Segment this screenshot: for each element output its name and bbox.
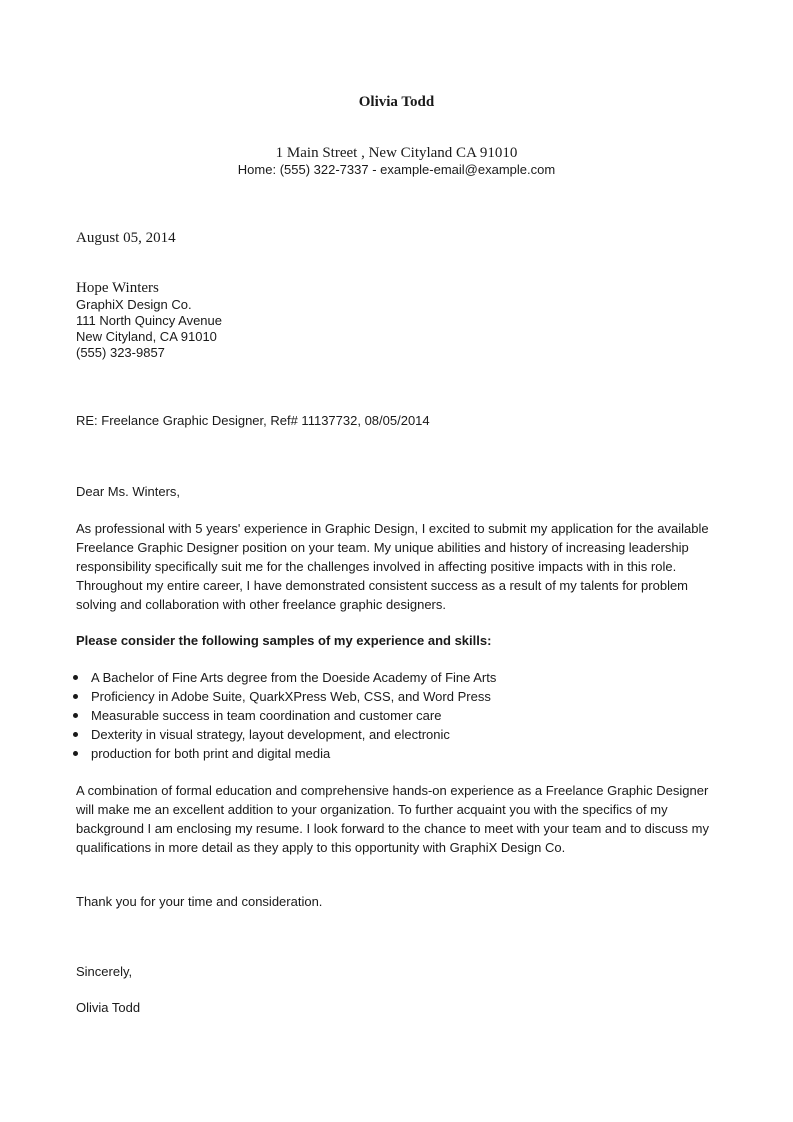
sender-name: Olivia Todd bbox=[358, 94, 435, 110]
salutation: Dear Ms. Winters, bbox=[76, 484, 181, 499]
bullet-icon bbox=[73, 713, 78, 718]
recipient-name: Hope Winters bbox=[76, 280, 159, 296]
recipient-city: New Cityland, CA 91010 bbox=[76, 329, 217, 344]
recipient-company: GraphiX Design Co. bbox=[76, 297, 192, 312]
recipient-block bbox=[76, 280, 222, 361]
signature-name: Olivia Todd bbox=[76, 1000, 141, 1015]
skills-list bbox=[76, 668, 496, 763]
closing: Sincerely, bbox=[76, 964, 133, 979]
list-item bbox=[76, 744, 496, 763]
list-item bbox=[76, 725, 496, 744]
bullet-icon bbox=[73, 694, 78, 699]
paragraph-intro: As professional with 5 years' experience in Graphic Design, I excited to submit my application for the available Freelance Graphic Designer position on your team. My unique abilities and history of increasing leadership responsibility specifically suit me for the challenges involved in affecting positive impacts with in this role. Throughout my entire career, I have demonstrated consistent success as a result of my talents for problem solving and collaboration with other freelance graphic designers. bbox=[76, 521, 709, 612]
list-item bbox=[76, 687, 496, 706]
skill-text: Dexterity in visual strategy, layout development, and electronic bbox=[91, 727, 450, 742]
recipient-phone: (555) 323-9857 bbox=[76, 345, 165, 360]
list-item bbox=[76, 706, 496, 725]
paragraph-closing: A combination of formal education and comprehensive hands-on experience as a Freelance Graphic Designer will make me an excellent addition to your organization. To further acquaint you with the specifics of my background I am enclosing my resume. I look forward to the chance to meet with your team and to discuss my qualifications in more detail as they apply to this opportunity with GraphiX Design Co. bbox=[76, 783, 709, 855]
skill-text: production for both print and digital media bbox=[91, 746, 331, 761]
bullet-icon bbox=[73, 751, 78, 756]
skill-text: Proficiency in Adobe Suite, QuarkXPress Web, CSS, and Word Press bbox=[91, 689, 491, 704]
re-line: RE: Freelance Graphic Designer, Ref# 11137732, 08/05/2014 bbox=[76, 413, 430, 428]
closing-thanks: Thank you for your time and consideration. bbox=[76, 894, 323, 909]
letter-date: August 05, 2014 bbox=[76, 230, 176, 246]
sender-address: 1 Main Street , New Cityland CA 91010 bbox=[275, 145, 518, 161]
list-item bbox=[76, 668, 496, 687]
skills-heading: Please consider the following samples of my experience and skills: bbox=[76, 633, 492, 648]
bullet-icon bbox=[73, 732, 78, 737]
skill-text: A Bachelor of Fine Arts degree from the Doeside Academy of Fine Arts bbox=[91, 670, 497, 685]
recipient-street: 111 North Quincy Avenue bbox=[76, 313, 222, 328]
bullet-icon bbox=[73, 675, 78, 680]
sender-contact: Home: (555) 322-7337 - example-email@example.com bbox=[237, 162, 556, 177]
skill-text: Measurable success in team coordination and customer care bbox=[91, 708, 442, 723]
